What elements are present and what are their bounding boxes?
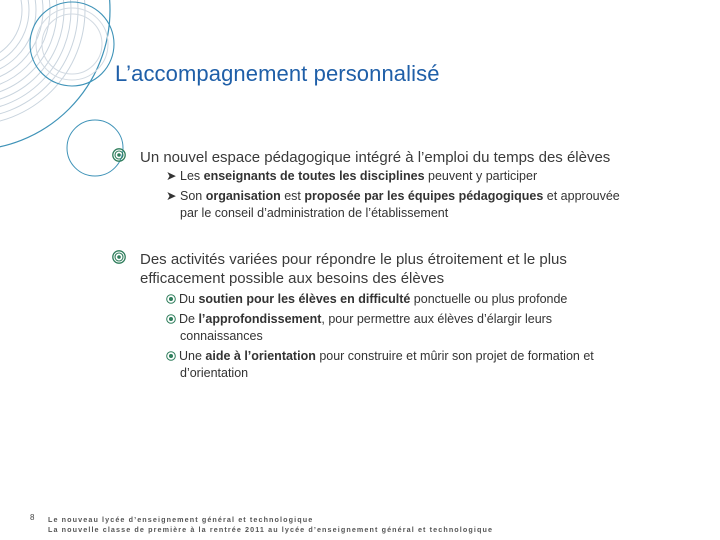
list-item-continuation: connaissances	[180, 329, 263, 343]
list-item	[166, 188, 620, 205]
list-item-continuation: par le conseil d’administration de l’établissement	[180, 206, 449, 220]
item-text-1a-end: peuvent y participer	[424, 169, 538, 183]
footer-line-1: Le nouveau lycée d’enseignement général et technologique	[48, 515, 314, 524]
item-text-2a: Du	[179, 292, 199, 306]
item-text-2c-end: pour construire et mûrir son projet de formation et	[315, 349, 594, 363]
list-item	[166, 168, 537, 185]
item-bold-2c: aide à l’orientation	[205, 349, 316, 363]
item-text-2c: Une	[179, 349, 206, 363]
slide-title: L’accompagnement personnalisé	[115, 61, 440, 86]
target-circle-icon	[112, 250, 126, 264]
section-heading-2-line1: Des activités variées pour répondre le plus étroitement et le plus	[140, 251, 567, 268]
item-text-1b-end: et approuvée	[543, 189, 620, 203]
list-item	[166, 310, 552, 328]
spiral-icon	[166, 351, 176, 361]
page-number: 8	[30, 513, 35, 522]
target-circle-icon	[112, 148, 126, 162]
section-heading-1: Un nouvel espace pédagogique intégré à l’emploi du temps des élèves	[140, 149, 611, 166]
item-text-2a-end: ponctuelle ou plus profonde	[410, 292, 568, 306]
spiral-icon	[166, 294, 176, 304]
list-item	[166, 347, 594, 365]
list-item	[166, 290, 567, 308]
item-text-1b: Son	[180, 189, 206, 203]
item-bold-2a: soutien pour les élèves en difficulté	[198, 292, 411, 306]
item-text-2b: De	[179, 312, 199, 326]
item-text-1a: Les	[180, 169, 204, 183]
item-bold-2b: l’approfondissement	[198, 312, 322, 326]
item-text-1b-mid: est	[280, 189, 305, 203]
arrowhead-icon: ➤	[166, 189, 177, 203]
arrowhead-icon: ➤	[166, 169, 177, 183]
item-bold-1b-2: proposée par les équipes pédagogiques	[304, 189, 544, 203]
item-bold-1a: enseignants de toutes les disciplines	[203, 169, 425, 183]
item-text-2b-end: , pour permettre aux élèves d’élargir leurs	[321, 312, 553, 326]
list-item-continuation: d’orientation	[180, 366, 249, 380]
item-bold-1b: organisation	[205, 189, 281, 203]
footer-line-2: La nouvelle classe de première à la rentrée 2011 au lycée d’enseignement général et technologique	[48, 525, 494, 534]
section-heading-2-line2: efficacement possible aux besoins des élèves	[140, 270, 445, 287]
spiral-icon	[166, 314, 176, 324]
